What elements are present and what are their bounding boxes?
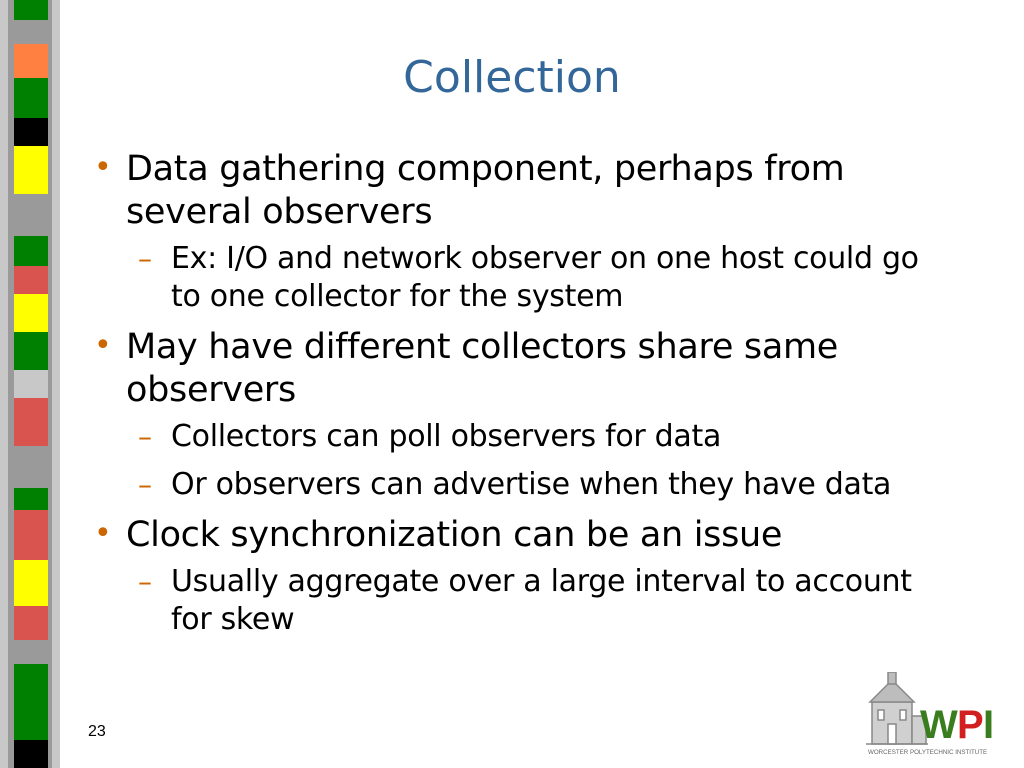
subbullet-text: Or observers can advertise when they have data [171, 467, 892, 502]
bullet-text: May have different collectors share same observers [126, 327, 839, 410]
subbullet-item [92, 466, 952, 504]
dash-icon: – [138, 468, 152, 501]
subbullet-item [92, 418, 952, 456]
building-icon [866, 672, 928, 744]
subbullet-item [92, 563, 952, 639]
strip-block [14, 266, 48, 294]
strip-block [14, 332, 48, 370]
page-number: 23 [88, 723, 106, 740]
strip-block [14, 560, 48, 606]
wpi-logo [866, 672, 1012, 758]
strip-block [14, 118, 48, 146]
logo-letter-w: W [920, 703, 958, 747]
strip-block [14, 370, 48, 398]
strip-block [14, 398, 48, 446]
bullet-text: Clock synchronization can be an issue [126, 515, 783, 555]
bullet-item [92, 514, 952, 557]
bullet-item [92, 148, 952, 234]
strip-block [14, 0, 48, 20]
bullet-item [92, 326, 952, 412]
decorative-strip [0, 0, 60, 768]
logo-letter-p: P [957, 703, 984, 747]
logo-subtitle: WORCESTER POLYTECHNIC INSTITUTE [868, 749, 988, 756]
logo-letter-i: I [983, 703, 995, 747]
strip-block [14, 236, 48, 266]
strip-block [14, 740, 48, 768]
dash-icon: – [138, 565, 152, 598]
bullet-text: Data gathering component, perhaps from several observers [126, 149, 845, 232]
subbullet-item [92, 240, 952, 316]
dash-icon: – [138, 420, 152, 453]
subbullet-text: Usually aggregate over a large interval to account for skew [171, 564, 912, 637]
strip-block [14, 294, 48, 332]
subbullet-text: Collectors can poll observers for data [171, 419, 722, 454]
bullet-icon: • [94, 150, 112, 185]
bullet-icon: • [94, 328, 112, 363]
bullet-icon: • [94, 516, 112, 551]
strip-block [14, 488, 48, 510]
slide-body [92, 148, 952, 649]
strip-block [14, 664, 48, 740]
slide-title: Collection [403, 52, 621, 103]
subbullet-text: Ex: I/O and network observer on one host could go to one collector for the system [171, 241, 919, 314]
strip-block [14, 146, 48, 194]
strip-block [14, 606, 48, 640]
dash-icon: – [138, 242, 152, 275]
strip-block [14, 510, 48, 560]
